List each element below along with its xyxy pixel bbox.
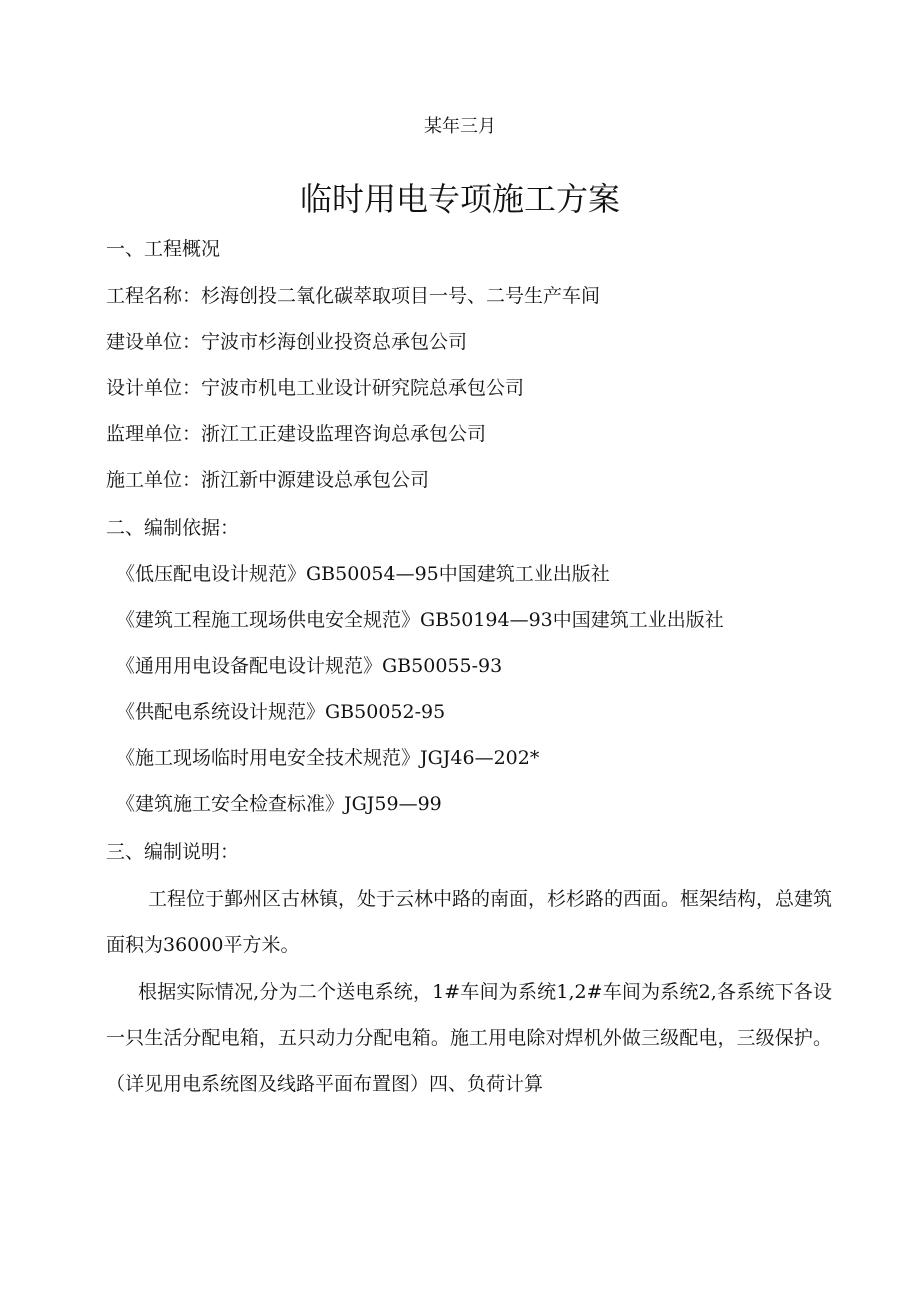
construction-unit: 施工单位：浙江新中源建设总承包公司 bbox=[106, 469, 430, 491]
reference-item: 《建筑施工安全检查标准》JGJ59—99 bbox=[116, 793, 442, 815]
section-2-heading: 二、编制依据： bbox=[106, 517, 240, 539]
reference-item: 《低压配电设计规范》GB50054—95中国建筑工业出版社 bbox=[116, 563, 610, 585]
document-date: 某年三月 bbox=[424, 116, 496, 137]
design-unit: 设计单位：宁波市机电工业设计研究院总承包公司 bbox=[106, 377, 525, 399]
reference-item: 《通用用电设备配电设计规范》GB50055-93 bbox=[116, 655, 503, 677]
supervision-unit: 监理单位：浙江工正建设监理咨询总承包公司 bbox=[106, 423, 487, 445]
owner-unit: 建设单位：宁波市杉海创业投资总承包公司 bbox=[106, 331, 468, 353]
reference-item: 《建筑工程施工现场供电安全规范》GB50194—93中国建筑工业出版社 bbox=[116, 609, 724, 631]
section-3-heading: 三、编制说明： bbox=[106, 841, 240, 863]
description-paragraph-2: 根据实际情况,分为二个送电系统，1#车间为系统1,2#车间为系统2,各系统下各设一只生活分配电箱，五只动力分配电箱。施工用电除对焊机外做三级配电，三级保护。（详见用电系统图及线路平面布置图）四、负荷计算 bbox=[106, 981, 832, 1095]
description-paragraph-1: 工程位于鄞州区古林镇，处于云林中路的南面，杉杉路的西面。框架结构，总建筑面积为36000平方米。 bbox=[106, 888, 833, 956]
project-name: 工程名称：杉海创投二氧化碳萃取项目一号、二号生产车间 bbox=[106, 285, 601, 307]
reference-item: 《施工现场临时用电安全技术规范》JGJ46—202* bbox=[116, 747, 540, 769]
reference-item: 《供配电系统设计规范》GB50052-95 bbox=[116, 701, 446, 723]
document-title: 临时用电专项施工方案 bbox=[299, 180, 620, 218]
section-1-heading: 一、工程概况 bbox=[106, 238, 221, 260]
